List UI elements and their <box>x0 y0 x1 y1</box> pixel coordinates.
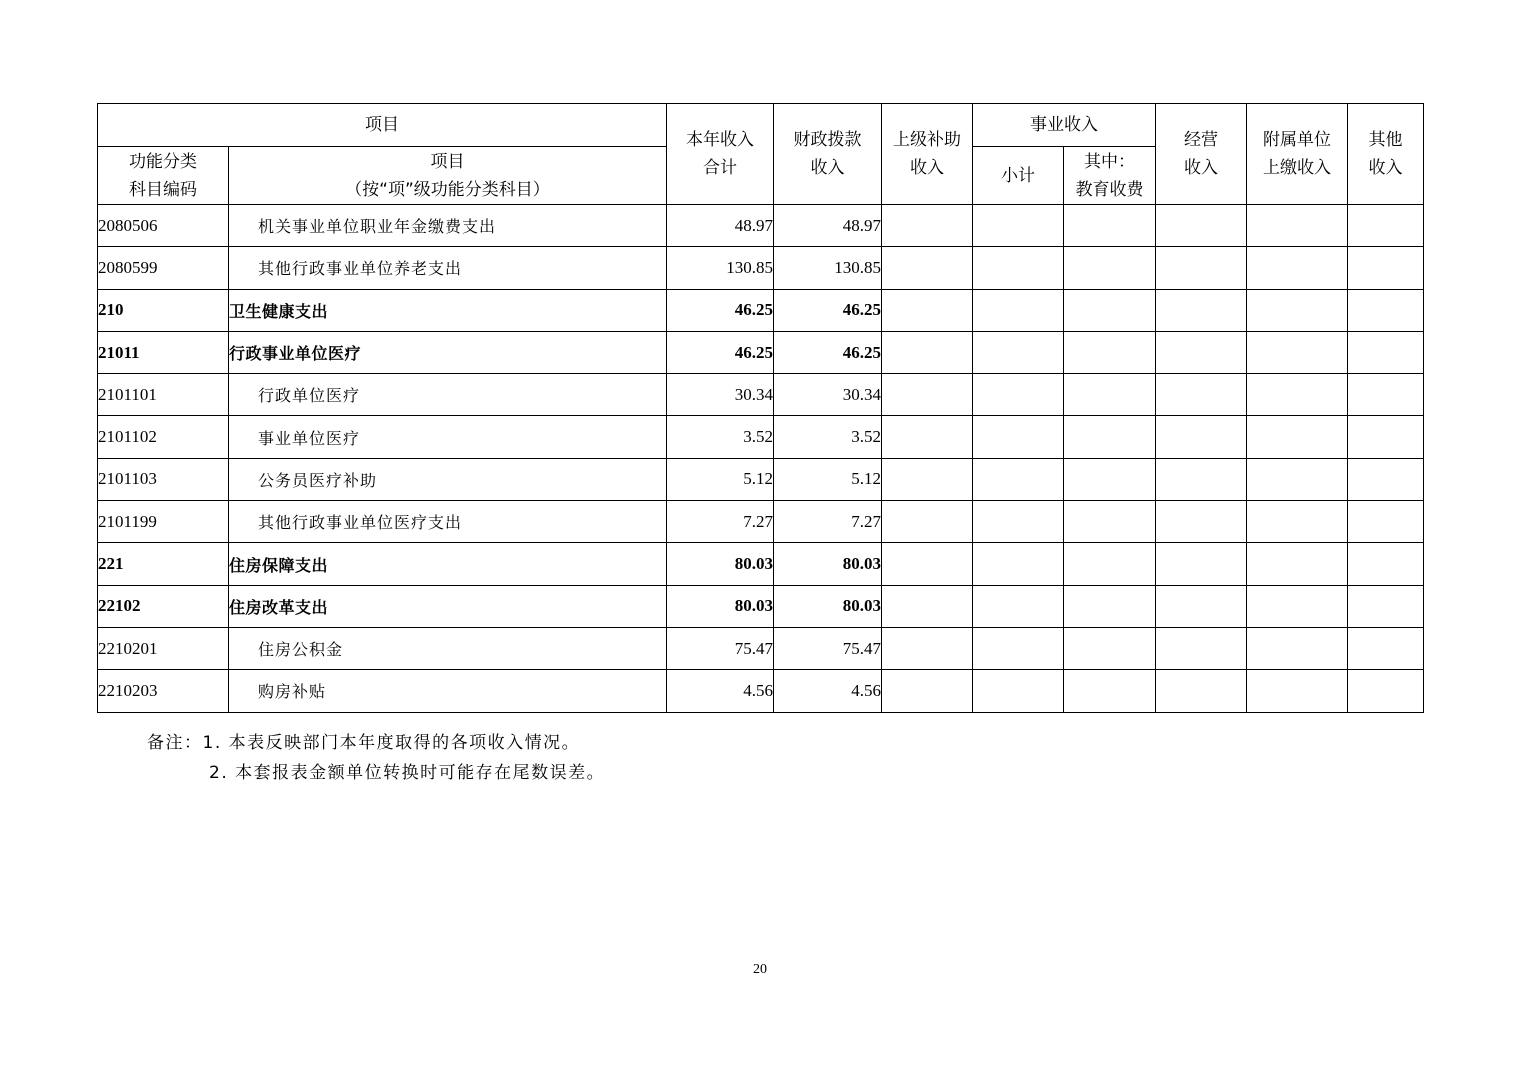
empty-cell <box>1156 374 1247 416</box>
item-group-header: 项目 <box>98 104 667 147</box>
empty-cell <box>1247 374 1348 416</box>
empty-cell <box>1064 289 1156 331</box>
fiscal-appropriation-header <box>774 104 882 205</box>
empty-cell <box>973 543 1064 585</box>
business-subtotal-header: 小计 <box>973 147 1064 205</box>
fiscal-cell: 46.25 <box>774 331 882 373</box>
total-cell: 7.27 <box>667 501 774 543</box>
empty-cell <box>1156 670 1247 712</box>
page-number: 20 <box>753 962 767 977</box>
empty-cell <box>1156 543 1247 585</box>
header-row-1 <box>98 104 1424 147</box>
empty-cell <box>1156 458 1247 500</box>
name-header-line2: （按“项”级功能分类科目） <box>345 179 550 200</box>
name-header-line1: 项目 <box>430 151 465 172</box>
empty-cell <box>1156 205 1247 247</box>
empty-cell <box>1348 247 1424 289</box>
empty-cell <box>973 374 1064 416</box>
empty-cell <box>1247 501 1348 543</box>
name-cell: 公务员医疗补助 <box>229 458 667 500</box>
empty-cell <box>973 670 1064 712</box>
total-cell: 75.47 <box>667 627 774 669</box>
empty-cell <box>973 627 1064 669</box>
empty-cell <box>882 458 973 500</box>
empty-cell <box>882 416 973 458</box>
empty-cell <box>973 331 1064 373</box>
empty-cell <box>973 247 1064 289</box>
empty-cell <box>882 247 973 289</box>
empty-cell <box>1247 247 1348 289</box>
empty-cell <box>1247 331 1348 373</box>
code-cell: 22102 <box>98 585 229 627</box>
empty-cell <box>1156 331 1247 373</box>
name-cell: 住房保障支出 <box>229 543 667 585</box>
empty-cell <box>882 374 973 416</box>
empty-cell <box>1348 331 1424 373</box>
table-row <box>98 458 1424 500</box>
fiscal-cell: 3.52 <box>774 416 882 458</box>
table-row <box>98 374 1424 416</box>
empty-cell <box>1064 670 1156 712</box>
table-row <box>98 627 1424 669</box>
code-cell: 2101102 <box>98 416 229 458</box>
empty-cell <box>1064 501 1156 543</box>
table-row <box>98 331 1424 373</box>
fiscal-cell: 30.34 <box>774 374 882 416</box>
table-row <box>98 247 1424 289</box>
empty-cell <box>1348 501 1424 543</box>
total-cell: 30.34 <box>667 374 774 416</box>
code-cell: 2210203 <box>98 670 229 712</box>
fiscal-cell: 7.27 <box>774 501 882 543</box>
name-cell: 住房公积金 <box>229 627 667 669</box>
code-header-line2: 科目编码 <box>129 179 197 200</box>
fiscal-cell: 75.47 <box>774 627 882 669</box>
empty-cell <box>1064 205 1156 247</box>
empty-cell <box>1247 458 1348 500</box>
empty-cell <box>1348 627 1424 669</box>
code-cell: 210 <box>98 289 229 331</box>
empty-cell <box>882 501 973 543</box>
fiscal-cell: 80.03 <box>774 585 882 627</box>
total-cell: 80.03 <box>667 585 774 627</box>
empty-cell <box>882 670 973 712</box>
function-code-header <box>98 147 229 205</box>
upper-subsidy-header <box>882 104 973 205</box>
income-table <box>97 103 1424 713</box>
empty-cell <box>1064 374 1156 416</box>
empty-cell <box>973 205 1064 247</box>
name-cell: 行政事业单位医疗 <box>229 331 667 373</box>
empty-cell <box>1247 205 1348 247</box>
footnote-line-1: 备注：1. 本表反映部门本年度取得的各项收入情况。 <box>147 733 581 753</box>
empty-cell <box>1247 670 1348 712</box>
empty-cell <box>1064 331 1156 373</box>
fiscal-header-line2: 收入 <box>810 158 845 178</box>
empty-cell <box>1064 247 1156 289</box>
empty-cell <box>1064 458 1156 500</box>
fiscal-cell: 80.03 <box>774 543 882 585</box>
empty-cell <box>882 543 973 585</box>
empty-cell <box>1064 416 1156 458</box>
footnotes <box>147 728 605 788</box>
total-cell: 5.12 <box>667 458 774 500</box>
item-name-header <box>229 147 667 205</box>
name-cell: 其他行政事业单位养老支出 <box>229 247 667 289</box>
name-cell: 事业单位医疗 <box>229 416 667 458</box>
table-row <box>98 205 1424 247</box>
fiscal-cell: 46.25 <box>774 289 882 331</box>
total-cell: 3.52 <box>667 416 774 458</box>
empty-cell <box>1247 543 1348 585</box>
empty-cell <box>973 416 1064 458</box>
empty-cell <box>882 205 973 247</box>
empty-cell <box>1156 627 1247 669</box>
total-cell: 80.03 <box>667 543 774 585</box>
empty-cell <box>1156 501 1247 543</box>
code-cell: 2101103 <box>98 458 229 500</box>
empty-cell <box>1156 289 1247 331</box>
empty-cell <box>1348 585 1424 627</box>
code-cell: 2080599 <box>98 247 229 289</box>
empty-cell <box>1156 585 1247 627</box>
empty-cell <box>1064 627 1156 669</box>
empty-cell <box>882 331 973 373</box>
fiscal-cell: 48.97 <box>774 205 882 247</box>
name-cell: 购房补贴 <box>229 670 667 712</box>
table-row <box>98 501 1424 543</box>
empty-cell <box>882 289 973 331</box>
affiliated-header-line1: 附属单位 <box>1263 130 1331 150</box>
table-row <box>98 543 1424 585</box>
table-row <box>98 289 1424 331</box>
name-cell: 机关事业单位职业年金缴费支出 <box>229 205 667 247</box>
empty-cell <box>1348 374 1424 416</box>
empty-cell <box>1156 416 1247 458</box>
code-header-line1: 功能分类 <box>129 151 197 172</box>
total-income-header-line1: 本年收入 <box>686 130 754 150</box>
upper-header-line1: 上级补助 <box>893 130 961 150</box>
name-cell: 住房改革支出 <box>229 585 667 627</box>
business-income-group-header: 事业收入 <box>973 104 1156 147</box>
education-fee-header <box>1064 147 1156 205</box>
code-cell: 221 <box>98 543 229 585</box>
table-row <box>98 416 1424 458</box>
code-cell: 2101199 <box>98 501 229 543</box>
empty-cell <box>1247 416 1348 458</box>
name-cell: 卫生健康支出 <box>229 289 667 331</box>
operating-header-line1: 经营 <box>1184 130 1218 150</box>
empty-cell <box>1348 670 1424 712</box>
empty-cell <box>973 585 1064 627</box>
other-header-line1: 其他 <box>1368 130 1403 150</box>
empty-cell <box>1348 458 1424 500</box>
total-cell: 48.97 <box>667 205 774 247</box>
empty-cell <box>1348 205 1424 247</box>
total-income-header-line2: 合计 <box>703 158 737 178</box>
fiscal-cell: 130.85 <box>774 247 882 289</box>
empty-cell <box>1348 416 1424 458</box>
empty-cell <box>973 289 1064 331</box>
table-row <box>98 585 1424 627</box>
total-cell: 130.85 <box>667 247 774 289</box>
empty-cell <box>1247 585 1348 627</box>
edu-header-line2: 教育收费 <box>1075 179 1144 200</box>
name-cell: 其他行政事业单位医疗支出 <box>229 501 667 543</box>
empty-cell <box>1064 543 1156 585</box>
fiscal-cell: 5.12 <box>774 458 882 500</box>
empty-cell <box>1348 543 1424 585</box>
code-cell: 2101101 <box>98 374 229 416</box>
affiliated-unit-header <box>1247 104 1348 205</box>
total-cell: 46.25 <box>667 331 774 373</box>
operating-income-header <box>1156 104 1247 205</box>
total-cell: 46.25 <box>667 289 774 331</box>
name-cell: 行政单位医疗 <box>229 374 667 416</box>
empty-cell <box>1348 289 1424 331</box>
table-row <box>98 670 1424 712</box>
empty-cell <box>1247 289 1348 331</box>
code-cell: 2080506 <box>98 205 229 247</box>
empty-cell <box>882 585 973 627</box>
upper-header-line2: 收入 <box>910 158 944 178</box>
other-income-header <box>1348 104 1424 205</box>
total-cell: 4.56 <box>667 670 774 712</box>
empty-cell <box>1247 627 1348 669</box>
edu-header-line1: 其中： <box>1084 151 1135 172</box>
other-header-line2: 收入 <box>1368 158 1403 178</box>
code-cell: 21011 <box>98 331 229 373</box>
empty-cell <box>973 501 1064 543</box>
empty-cell <box>882 627 973 669</box>
empty-cell <box>1064 585 1156 627</box>
empty-cell <box>973 458 1064 500</box>
total-income-header <box>667 104 774 205</box>
fiscal-header-line1: 财政拨款 <box>793 130 862 150</box>
code-cell: 2210201 <box>98 627 229 669</box>
empty-cell <box>1156 247 1247 289</box>
operating-header-line2: 收入 <box>1184 158 1218 178</box>
footnote-line-2: 2. 本套报表金额单位转换时可能存在尾数误差。 <box>209 763 606 783</box>
fiscal-cell: 4.56 <box>774 670 882 712</box>
affiliated-header-line2: 上缴收入 <box>1263 158 1331 178</box>
